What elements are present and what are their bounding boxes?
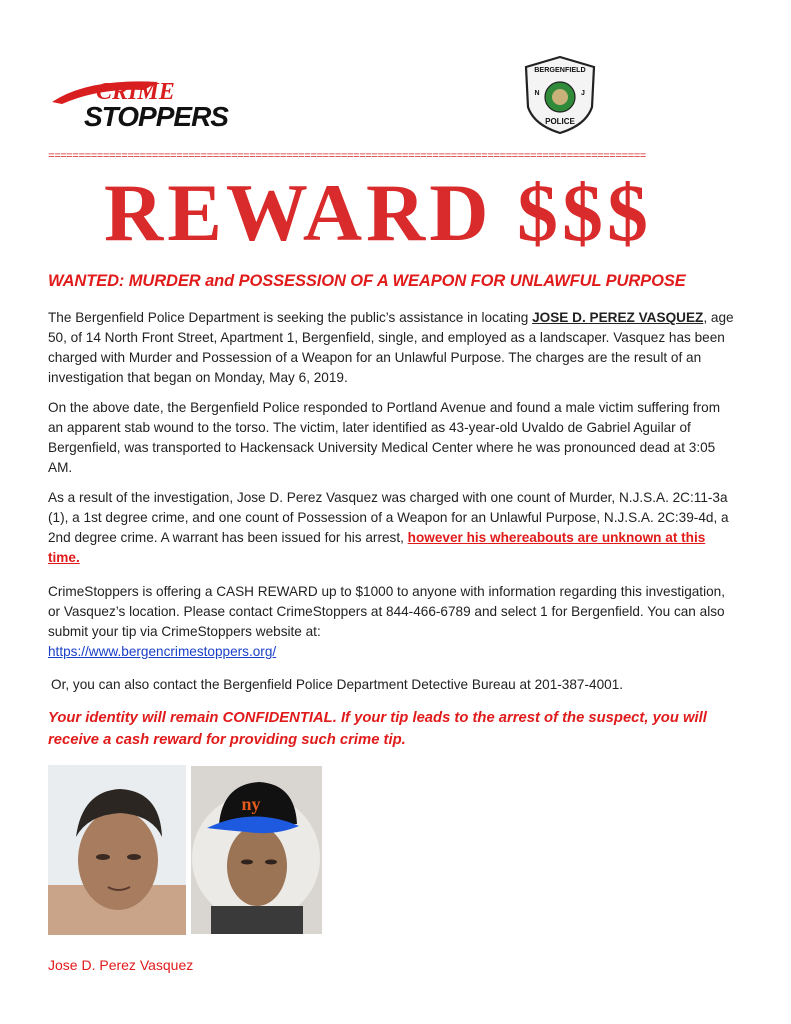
whereabouts-unknown: however his whereabouts are unknown at this time.: [48, 530, 706, 565]
paragraph4-text: CrimeStoppers is offering a CASH REWARD up to $1000 to anyone with information regarding this investigation, or Vasquez’s location. Please contact CrimeStoppers at 844-466-6789 and select 1 for Bergenfield. You can also submit your tip via CrimeStoppers website at:: [48, 584, 726, 639]
reward-banner: [98, 170, 658, 250]
paragraph1-after: , age 50, of 14 North Front Street, Apartment 1, Bergenfield, single, and employed as a landscaper. Vasquez has been charged with Murder and Possession of a Weapon for an Unlawful Purpose. The charges are the result of an investigation that began on Monday, May 6, 2019.: [48, 310, 734, 385]
crime-stoppers-logo: [48, 72, 258, 134]
headline: WANTED: MURDER and POSSESSION OF A WEAPON FOR UNLAWFUL PURPOSE: [48, 272, 686, 290]
section-divider: ==================================================================================================: [48, 151, 646, 163]
paragraph-detective-contact: Or, you can also contact the Bergenfield Police Department Detective Bureau at 201-387-4001.: [51, 677, 624, 692]
logo-stoppers-text: STOPPERS: [84, 101, 228, 132]
confidential-notice: Your identity will remain CONFIDENTIAL. If your tip leads to the arrest of the suspect, you will receive a cash reward for providing such crime tip.: [48, 710, 707, 748]
svg-text:ny: ny: [241, 794, 261, 814]
crimestoppers-website-link[interactable]: https://www.bergencrimestoppers.org/: [48, 644, 277, 659]
paragraph3-text: As a result of the investigation, Jose D. Perez Vasquez was charged with one count of Murder, N.J.S.A. 2C:11-3a (1), a 1st degree crime, and one count of Possession of a Weapon for an Unlawful Purpose, N.J.S.A. 2C:39-4d, a 2nd degree crime. A warrant has been issued for his arrest,: [48, 490, 729, 545]
police-badge-logo: [520, 55, 600, 135]
paragraph-reward-info: [48, 582, 738, 662]
badge-left-text: N: [534, 90, 540, 97]
suspect-photo-2: [191, 766, 322, 934]
badge-bottom-text: POLICE: [545, 117, 575, 126]
suspect-name: JOSE D. PEREZ VASQUEZ: [532, 310, 704, 325]
reward-banner-text: REWARD $$$: [104, 170, 652, 250]
paragraph-charges: [48, 488, 738, 568]
paragraph-suspect-info: [48, 308, 738, 388]
badge-right-text: J: [581, 90, 585, 97]
logo-crime-text: CRIME: [96, 79, 175, 105]
badge-top-text: BERGENFIELD: [534, 65, 586, 74]
photo-caption: Jose D. Perez Vasquez: [48, 957, 194, 973]
paragraph-incident: On the above date, the Bergenfield Police responded to Portland Avenue and found a male victim suffering from an apparent stab wound to the torso. The victim, later identified as 43-year-old Uvaldo de Gabriel Aguilar of Bergenfield, was transported to Hackensack University Medical Center where he was pronounced dead at 3:05 AM.: [48, 400, 721, 475]
suspect-photo-1: [48, 765, 186, 935]
paragraph1-before: The Bergenfield Police Department is seeking the public’s assistance in locating: [48, 310, 533, 325]
